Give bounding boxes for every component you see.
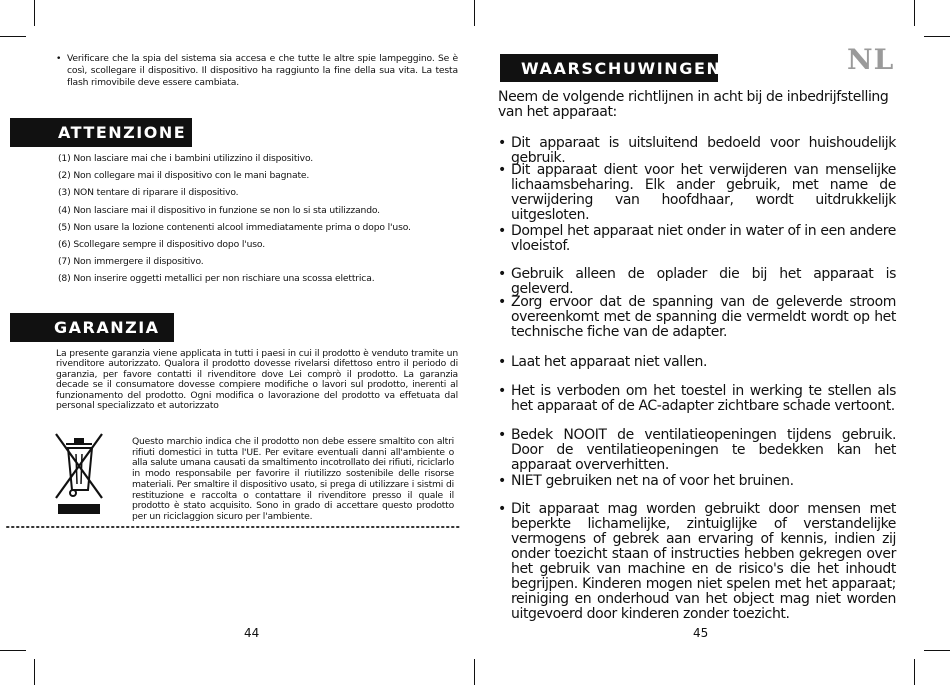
list-item — [498, 295, 896, 340]
list-item — [498, 474, 896, 489]
language-badge: NL — [847, 43, 895, 76]
list-item-text: Dit apparaat is uitsluitend bedoeld voor huishoudelijk gebruik. — [511, 135, 896, 166]
weee-text: Questo marchio indica che il prodotto non debe essere smaltito con altri rifiuti domestici in tutta l'UE. Per evitare eventuali danni all'ambiente o alla salute umana causati da smaltimento incotrollato dei rifiuti, riciclarlo in modo responsabile per favorire il riutilizzo sostenibile delle risorse materiali. Per smaltire il dispositivo usato, si prega di utilizzare i sistmi di restituzione e raccolta o contattare il rivenditore presso il quale il prodotto è stato acquisito. Sono in grado di accettare questo prodotto per un riciclaggion sicuro per l'ambiente. — [132, 436, 454, 522]
list-item — [498, 502, 896, 622]
warranty-heading: GARANZIA — [10, 313, 174, 342]
list-item-text: Dompel het apparaat niet onder in water of in een andere vloeistof. — [511, 223, 896, 254]
list-item: (5) Non usare la lozione contenenti alcool immediatamente prima o dopo l'uso. — [58, 221, 411, 233]
list-item-text: Zorg ervoor dat de spanning van de geleverde stroom overeenkomt met de spanning die vermeldt wordt op het technische fiche van de adapter. — [511, 294, 896, 340]
bullet-glyph: • — [498, 427, 506, 443]
bullet-glyph: • — [498, 223, 506, 239]
list-item-text: Het is verboden om het toestel in werking te stellen als het apparaat of de AC-adapter zichtbare schade vertoont. — [511, 383, 896, 414]
crossed-bin-icon — [52, 430, 106, 516]
list-item — [498, 428, 896, 473]
intro-bullet — [56, 53, 458, 89]
list-item: (6) Scollegare sempre il dispositivo dopo l'uso. — [58, 238, 265, 250]
bullet-glyph: • — [498, 294, 506, 310]
bullet-glyph: • — [498, 473, 506, 489]
dotted-divider — [6, 524, 462, 530]
bullet-glyph: • — [56, 53, 62, 64]
list-item: (4) Non lasciare mai il dispositivo in funzione se non lo si sta utilizzando. — [58, 204, 380, 216]
list-item: (2) Non collegare mai il dispositivo con le mani bagnate. — [58, 170, 310, 182]
page-number: 44 — [244, 626, 260, 640]
attention-list — [58, 153, 458, 291]
list-item-text: NIET gebruiken net na of voor het bruinen. — [511, 473, 794, 489]
list-item — [498, 355, 896, 370]
warnings-intro: Neem de volgende richtlijnen in acht bij de inbedrijfstelling van het apparaat: — [498, 89, 889, 120]
attention-heading: ATTENZIONE — [10, 118, 192, 147]
page-right — [475, 0, 950, 685]
bullet-glyph: • — [498, 266, 506, 282]
bullet-glyph: • — [498, 383, 506, 399]
warranty-text: La presente garanzia viene applicata in tutti i paesi in cui il prodotto è venduto tramite un rivenditore autorizzato. Qualora il prodotto dovesse rivelarsi difettoso entro il periodo di garanzia, per favore contatti il rivenditore dove Lei comprò il prodotto. La garanzia decade se il consumatore dovesse compiere modifiche o lavori sul prodotto, inerenti al funzionamento del prodotto. Ogni modifica o lavorazione del prodotto va effetuata dal personal specializzato et autorizzato — [56, 348, 458, 412]
bullet-glyph: • — [498, 501, 506, 517]
list-item — [498, 224, 896, 254]
list-item-text: Dit apparaat mag worden gebruikt door mensen met beperkte lichamelijke, zintuiglijke of verstandelijke vermogens of gebrek aan ervaring of kennis, indien zij onder toezicht staan of instructies hebben gekregen over het gebruik van machine en de risico's die het inhoudt begrijpen. Kinderen mogen niet spelen met het apparaat; reiniging en onderhoud van het object mag niet worden uitgevoerd door kinderen zonder toezicht. — [511, 501, 896, 622]
list-item — [498, 163, 896, 223]
list-item-text: Bedek NOOIT de ventilatieopeningen tijdens gebruik. Door de ventilatieopeningen te bedekken kan het apparaat oververhitten. — [511, 427, 896, 473]
bullet-glyph: • — [498, 135, 506, 151]
list-item — [498, 267, 896, 297]
page-number: 45 — [693, 626, 709, 640]
list-item-text: Laat het apparaat niet vallen. — [511, 354, 708, 370]
list-item: (7) Non immergere il dispositivo. — [58, 256, 204, 268]
list-item-text: Gebruik alleen de oplader die bij het apparaat is geleverd. — [511, 266, 896, 297]
warnings-heading: WAARSCHUWINGEN — [500, 54, 718, 82]
bullet-glyph: • — [498, 162, 506, 178]
intro-bullet-text: Verificare che la spia del sistema sia accesa e che tutte le altre spie lampeggino. Se è così, scollegare il dispositivo. Il dispositivo ha raggiunto la fine della sua vita. La testa flash rimovibile deve essere cambiata. — [67, 53, 458, 88]
list-item: (8) Non inserire oggetti metallici per non rischiare una scossa elettrica. — [58, 273, 375, 285]
list-item: (1) Non lasciare mai che i bambini utilizzino il dispositivo. — [58, 153, 314, 164]
list-item: (3) NON tentare di riparare il dispositivo. — [58, 187, 239, 199]
list-item-text: Dit apparaat dient voor het verwijderen van menselijke lichaamsbeharing. Elk ander gebruik, met name de verwijdering van hoofdhaar, wordt uitdrukkelijk uitgesloten. — [511, 162, 896, 223]
list-item — [498, 384, 896, 414]
bullet-glyph: • — [498, 354, 506, 370]
